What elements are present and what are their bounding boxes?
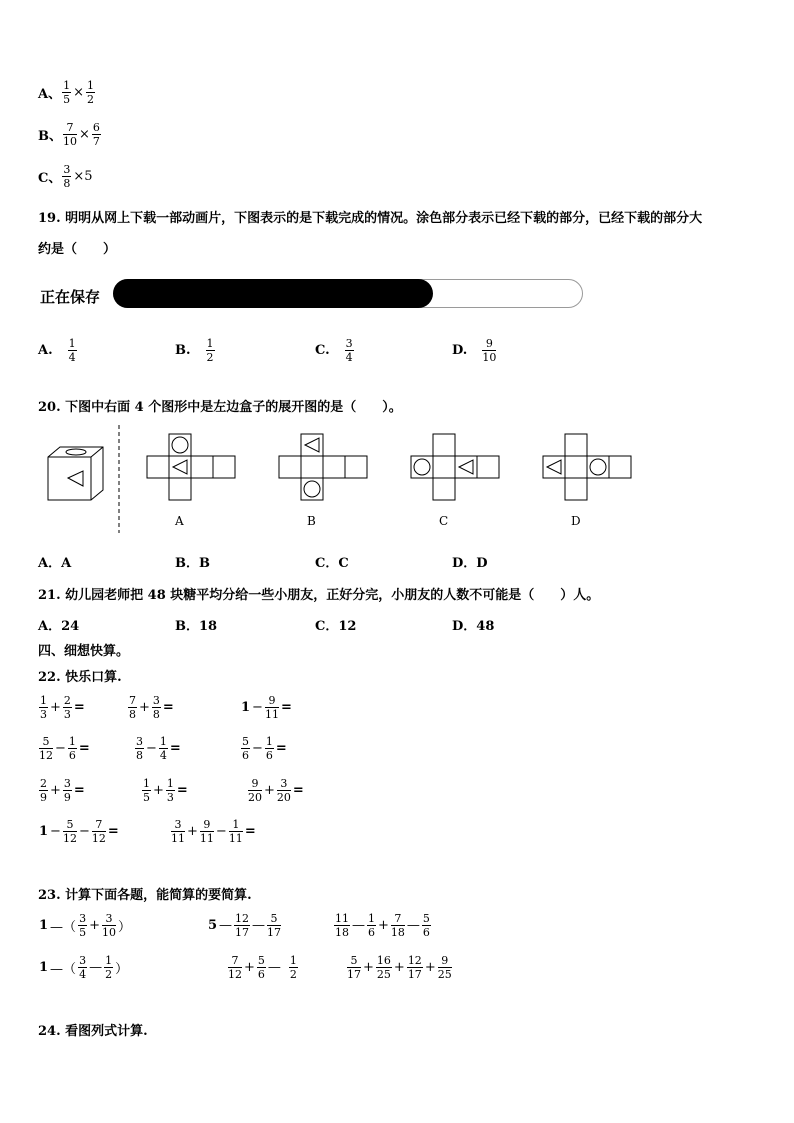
- expression: 1 —（ $\frac{3}{4}$ — $\frac{1}{2}$ ）: [39, 954, 129, 981]
- expression: $\frac{1}{5}$ + $\frac{1}{3}$ =: [143, 777, 188, 804]
- option-label: B、: [38, 129, 62, 144]
- progress-label: 正在保存: [40, 288, 101, 306]
- fraction: $\frac{1}{4}$: [68, 337, 76, 364]
- expression: 1 − $\frac{9}{11}$ =: [241, 694, 292, 721]
- expression: $\frac{11}{18}$ — $\frac{1}{6}$ + $\frac{7}{18}$ — $\frac{5}{6}$: [335, 912, 430, 939]
- net-label-d: D: [571, 514, 581, 528]
- operator: ×: [73, 85, 84, 100]
- question-19-text-cont: 约是（ ）: [38, 242, 117, 257]
- expression: $\frac{7}{12}$ + $\frac{5}{6}$ — $\frac{1}{2}$: [228, 954, 297, 981]
- question-24-title: 24. 看图列式计算.: [38, 1024, 148, 1039]
- expression: $\frac{3}{11}$ + $\frac{9}{11}$ − $\frac{1}{11}$ =: [171, 818, 256, 845]
- option-b: B．B: [175, 556, 210, 571]
- option-label: A、: [38, 87, 62, 102]
- net-b: [279, 434, 367, 500]
- option-c: C．12: [315, 619, 357, 634]
- fraction: $\frac{7}{10}$: [63, 121, 77, 148]
- section-heading: 四、细想快算。: [38, 644, 130, 659]
- question-20-text: 20. 下图中右面 4 个图形中是左边盒子的展开图的是（ ）。: [38, 400, 402, 415]
- expression: $\frac{5}{12}$ − $\frac{1}{6}$ =: [39, 735, 90, 762]
- fraction: $\frac{6}{7}$: [92, 121, 100, 148]
- option-label: D.: [452, 343, 468, 358]
- fraction: $\frac{9}{10}$: [482, 337, 497, 364]
- operator: ×: [79, 127, 90, 142]
- question-23-title: 23. 计算下面各题，能简算的要简算.: [38, 888, 252, 903]
- net-d: [543, 434, 631, 500]
- option-d: D．48: [452, 619, 495, 634]
- box-nets-figure: [0, 0, 794, 545]
- fraction: $\frac{3}{8}$: [63, 163, 71, 190]
- fraction: $\frac{1}{5}$: [63, 79, 71, 106]
- option-label: C.: [315, 343, 330, 358]
- expression: 5 — $\frac{12}{17}$ — $\frac{5}{17}$: [208, 912, 282, 939]
- fraction: $\frac{3}{4}$: [345, 337, 353, 364]
- option-label: A.: [38, 343, 53, 358]
- expression: $\frac{2}{9}$ + $\frac{3}{9}$ =: [40, 777, 85, 804]
- expression: $\frac{3}{8}$ − $\frac{1}{4}$ =: [136, 735, 181, 762]
- expression: $\frac{5}{6}$ − $\frac{1}{6}$ =: [242, 735, 287, 762]
- option-label: B.: [175, 343, 191, 358]
- option-d: D．D: [452, 556, 488, 571]
- net-c: [411, 434, 499, 500]
- fraction: $\frac{1}{2}$: [87, 79, 94, 106]
- option-a: A．A: [38, 556, 72, 571]
- net-a: [147, 434, 235, 500]
- expression: $\frac{5}{17}$ + $\frac{16}{25}$ + $\frac{12}{17}$ + $\frac{9}{25}$: [347, 954, 452, 981]
- operator: ×5: [73, 169, 93, 184]
- expression: $\frac{9}{20}$ + $\frac{3}{20}$ =: [248, 777, 304, 804]
- expression: 1 − $\frac{5}{12}$ − $\frac{7}{12}$ =: [39, 818, 119, 845]
- question-22-title: 22. 快乐口算.: [38, 670, 122, 685]
- net-label-c: C: [439, 514, 449, 528]
- question-21-text: 21. 幼儿园老师把 48 块糖平均分给一些小朋友，正好分完，小朋友的人数不可能是（ ）人。: [38, 588, 600, 603]
- fraction: $\frac{1}{2}$: [206, 337, 214, 364]
- option-c: C．C: [315, 556, 349, 571]
- net-label-b: B: [307, 514, 316, 528]
- option-label: C、: [38, 171, 62, 186]
- question-19-text: 19. 明明从网上下载一部动画片，下图表示的是下载完成的情况。涂色部分表示已经下载的部分，已经下载的部分大: [38, 211, 703, 226]
- cube-figure: [48, 447, 103, 500]
- expression: 1 —（ $\frac{3}{5}$ + $\frac{3}{10}$ ）: [39, 912, 131, 939]
- net-label-a: A: [175, 514, 184, 528]
- expression: $\frac{1}{3}$ + $\frac{2}{3}$ =: [40, 694, 85, 721]
- option-b: B．18: [175, 619, 218, 634]
- expression: $\frac{7}{8}$ + $\frac{3}{8}$ =: [129, 694, 174, 721]
- option-a: A．24: [38, 619, 80, 634]
